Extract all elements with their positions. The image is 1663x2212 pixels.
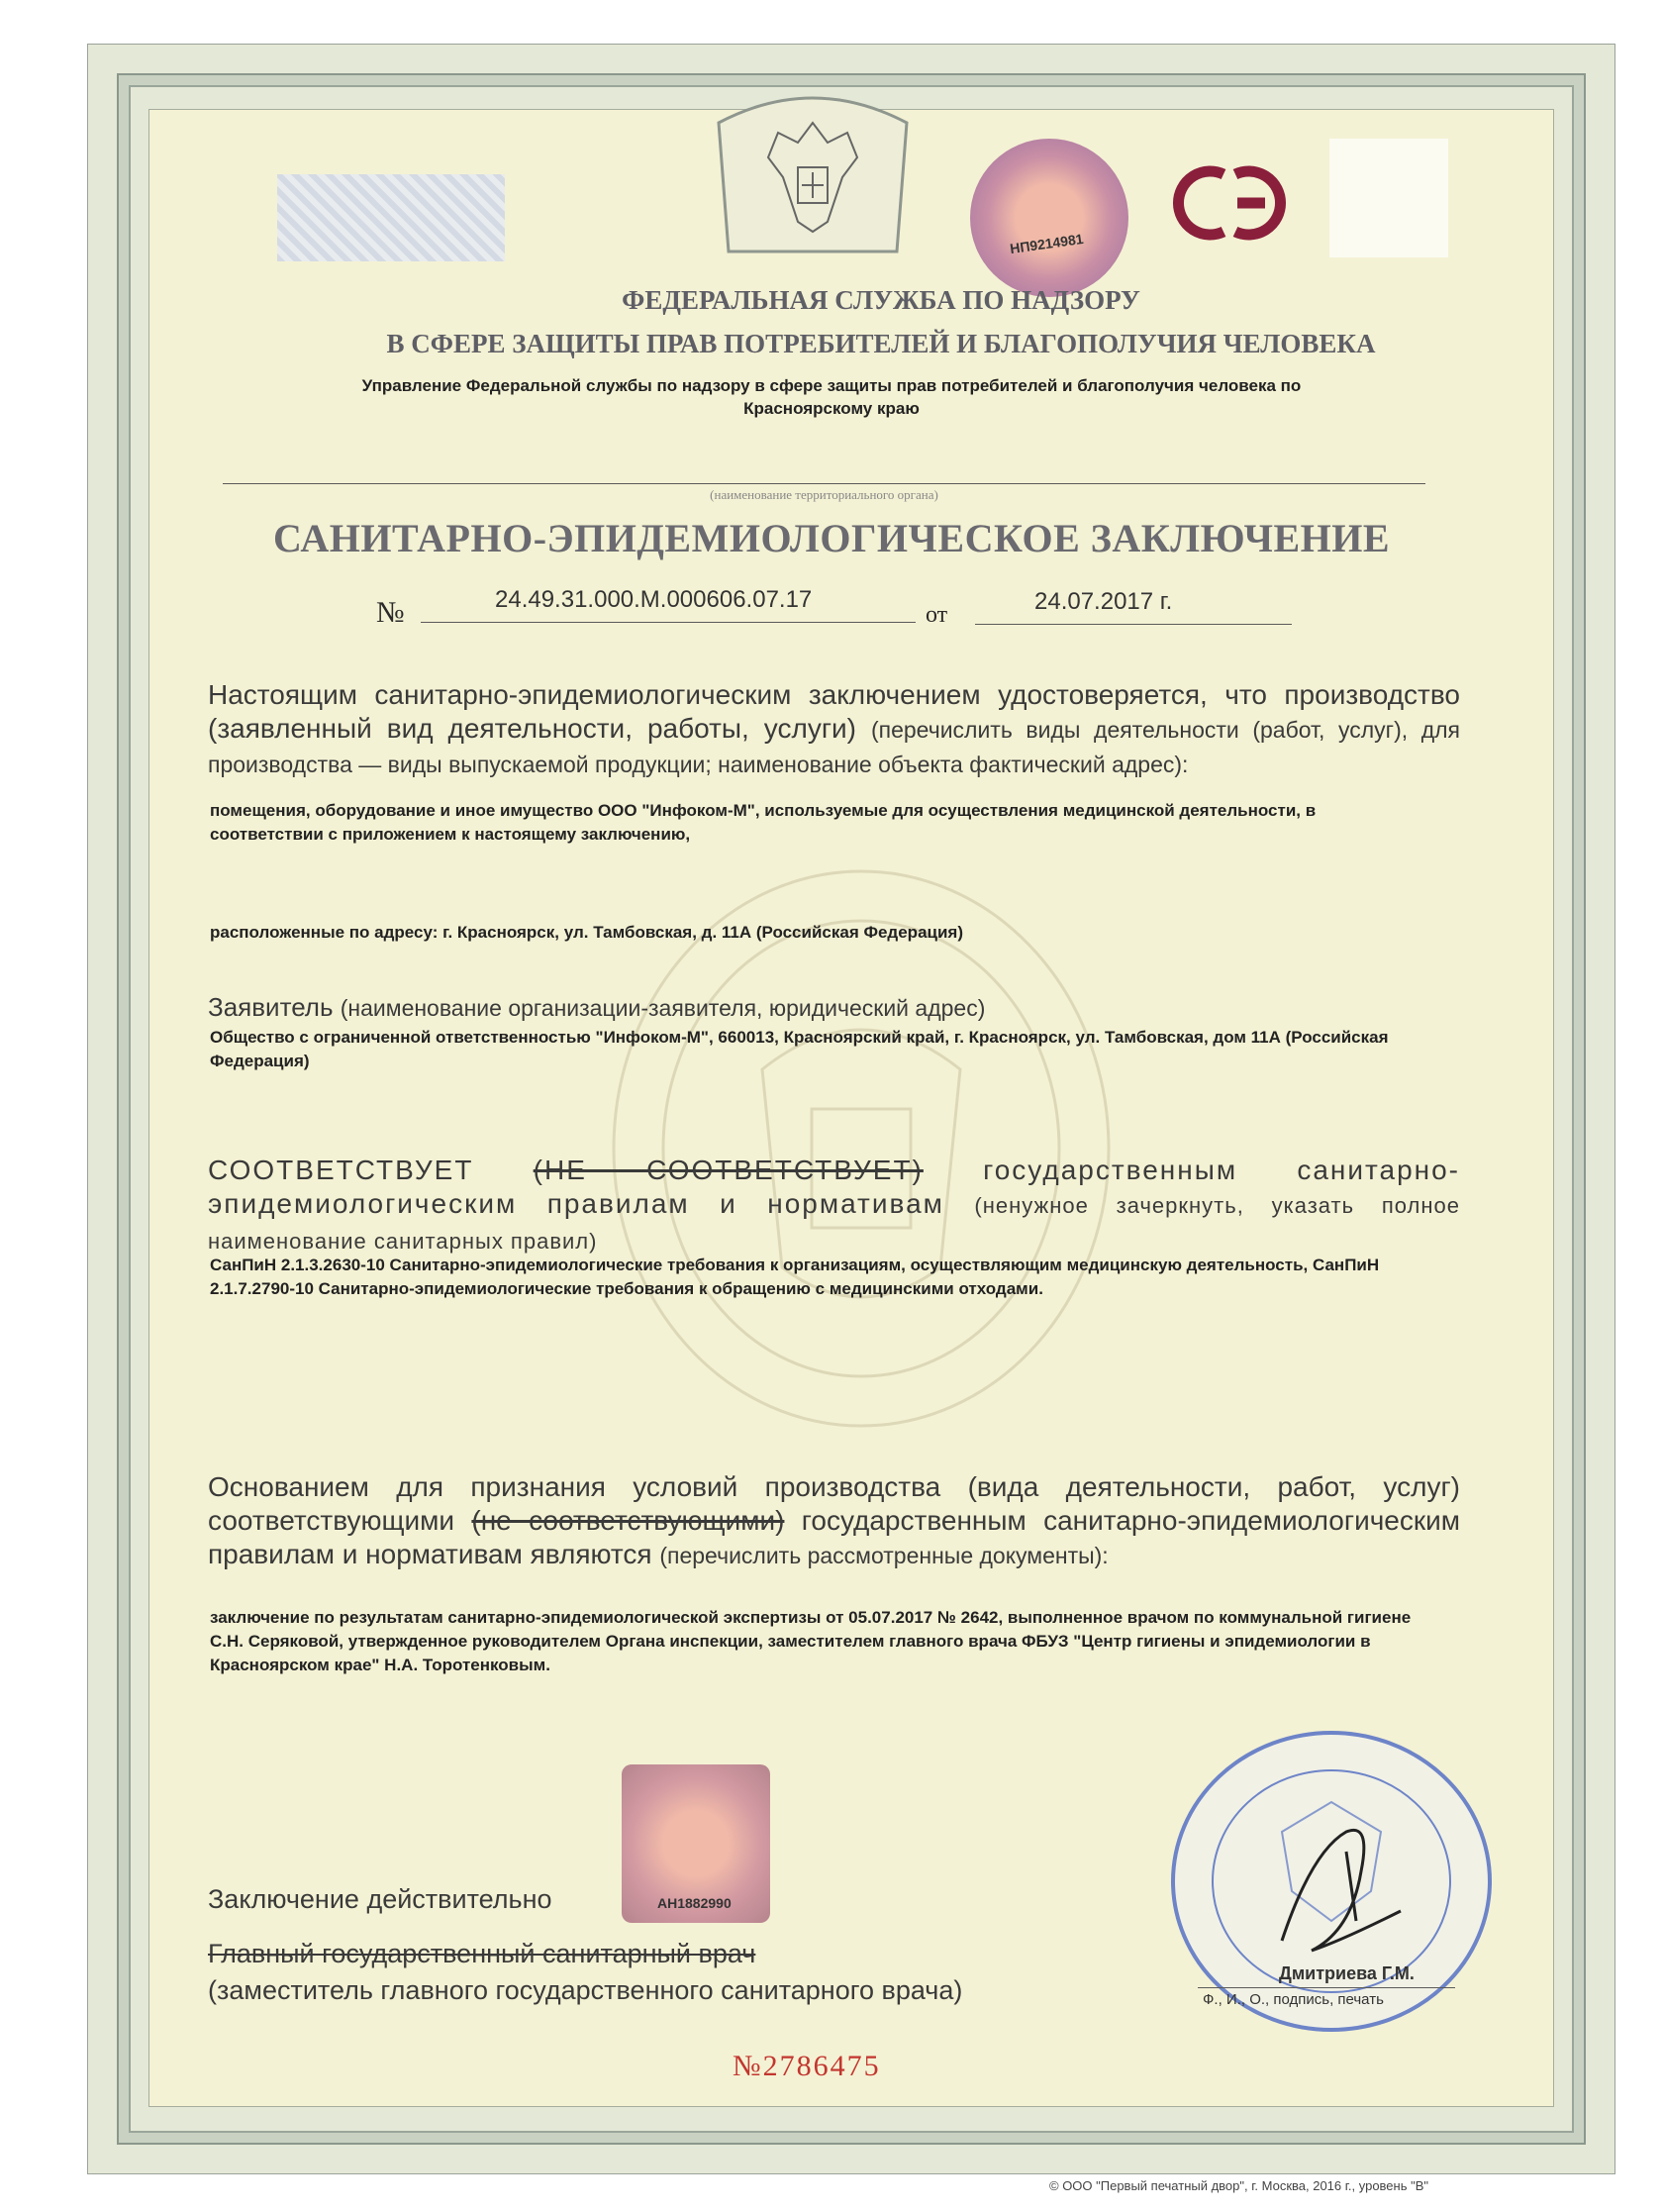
section1-detail: помещения, оборудование и иное имущество ООО "Инфоком-М", используемые для осуществления медицинской деятельности, в соответствии с приложением к настоящему заключению, [210,801,1317,844]
section1-intro-text: Настоящим санитарно-эпидемиологическим заключением удостоверяется, что производство (заявленный вид деятельности, работы, услуги) [208,679,1460,744]
compliance-statement [208,1154,1460,1258]
basis-note: (перечислить рассмотренные документы): [659,1543,1109,1568]
certificate-number: 24.49.31.000.М.000606.07.17 [495,586,813,613]
department-caption: (наименование территориального органа) [710,487,938,502]
printer-imprint: © ООО "Первый печатный двор", г. Москва, 2016 г., уровень "В" [1049,2178,1429,2193]
section1-intro [208,678,1460,781]
basis-text-before: Основанием для признания условий производства (вида деятельности, работ, услуг) соответствующими [208,1471,1460,1536]
hologram-serial-top: НП9214981 [1009,230,1085,257]
applicant-label: Заявитель [208,992,334,1022]
sanepid-logo-icon [1166,158,1295,248]
blank-corner-patch [1329,139,1448,257]
signer-name: Дмитриева Г.М. [1279,1963,1415,1983]
applicant-label-note: (наименование организации-заявителя, юридический адрес) [340,995,986,1021]
compliance-note: (ненужное зачеркнуть, указать полное наименование санитарных правил) [208,1193,1460,1254]
compliance-rules: СанПиН 2.1.3.2630-10 Санитарно-эпидемиологические требования к организациям, осуществляющим медицинскую деятельность, СанПиН 2.1.7.2790-10 Санитарно-эпидемиологические требования к обращению с медицинскими отходами. [210,1256,1380,1298]
compliance-text: государственным санитарно-эпидемиологическим правилам и нормативам [208,1155,1461,1219]
date-label: от [926,602,948,628]
basis-text-after: государственным санитарно-эпидемиологическим правилам и нормативам являются [208,1505,1461,1569]
hologram-seal-top [970,139,1128,297]
basis-statement [208,1470,1460,1572]
signer-caption: Ф., И., О., подпись, печать [1203,1991,1384,2008]
signer-rule [1198,1987,1455,1988]
valid-label: Заключение действительно [208,1884,552,1914]
hologram-serial-bottom: АН1882990 [657,1895,732,1911]
coat-of-arms-icon [699,83,927,261]
agency-title-line2: В СФЕРЕ ЗАЩИТЫ ПРАВ ПОТРЕБИТЕЛЕЙ И БЛАГОПОЛУЧИЯ ЧЕЛОВЕКА [386,329,1376,358]
agency-title-line1: ФЕДЕРАЛЬНАЯ СЛУЖБА ПО НАДЗОРУ [622,285,1140,315]
signature-icon [1252,1792,1430,1970]
compliance-struck: (НЕ СООТВЕТСТВУЕТ) [533,1155,924,1185]
number-rule [421,622,916,623]
basis-struck: (не соответствующими) [471,1505,785,1536]
security-strip [277,174,505,261]
number-sign: № [376,596,405,629]
applicant-heading [208,990,985,1025]
department-rule [223,483,1425,484]
department-name: Управление Федеральной службы по надзору в сфере защиты прав потребителей и благополучия человека по [361,376,1302,395]
chief-doctor-struck: Главный государственный санитарный врач [208,1939,756,1968]
document-title: САНИТАРНО-ЭПИДЕМИОЛОГИЧЕСКОЕ ЗАКЛЮЧЕНИЕ [272,516,1391,560]
deputy-title: (заместитель главного государственного санитарного врача) [208,1975,963,2005]
compliance-status: СООТВЕТСТВУЕТ [208,1155,474,1185]
certificate-date: 24.07.2017 г. [1034,588,1173,615]
section1-address: расположенные по адресу: г. Красноярск, ул. Тамбовская, д. 11А (Российская Федерация) [210,923,963,942]
section1-intro-note: (перечислить виды деятельности (работ, услуг), для производства — виды выпускаемой продукции; наименование объекта фактический адрес): [208,717,1461,777]
basis-documents: заключение по результатам санитарно-эпидемиологической экспертизы от 05.07.2017 № 2642, выполненное врачом по коммунальной гигиене С.Н. Серяковой, утвержденное руководителем Органа инспекции, заместителем главного врача ФБУЗ "Центр гигиены и эпидемиологии в Красноярском крае" Н.А. Торотенковым. [210,1608,1412,1674]
form-serial-number: №2786475 [733,2050,881,2082]
applicant-value: Общество с ограниченной ответственностью "Инфоком-М", 660013, Красноярский край, г. Красноярск, ул. Тамбовская, дом 11А (Российская Федерация) [210,1028,1389,1070]
date-rule [975,624,1292,625]
department-region: Красноярскому краю [743,399,920,418]
